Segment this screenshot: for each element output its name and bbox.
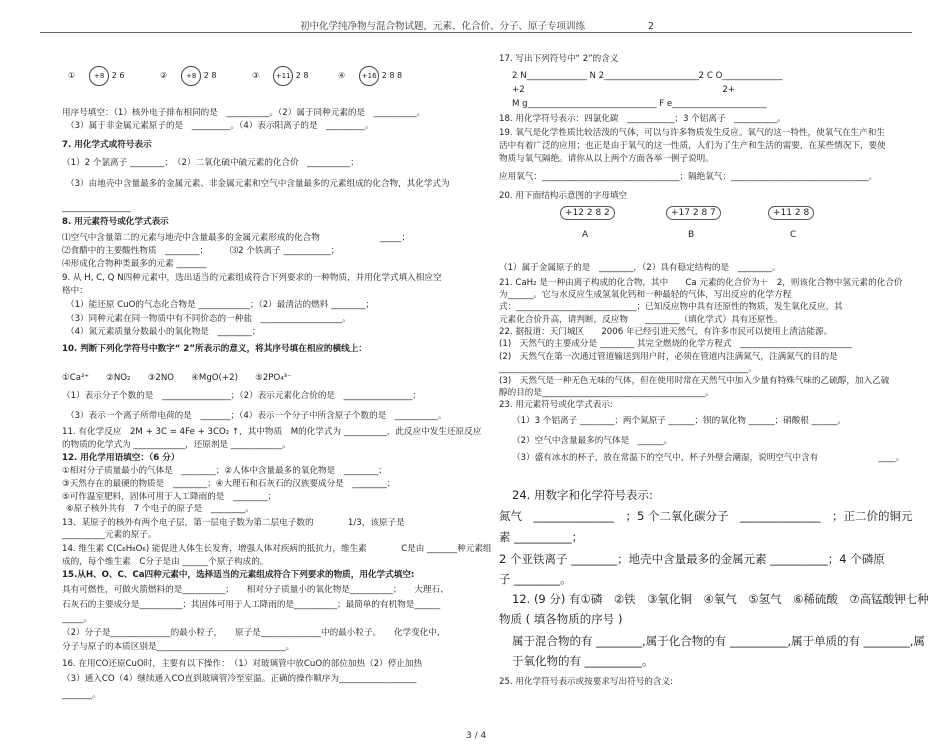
right-text-line: 2 N______________ N 2______________________2 C O______________ — [512, 71, 783, 81]
right-text-line: 23. 用元素符号或化学式表示: — [499, 400, 613, 410]
right-text-line: (3) 天然气是一种无色无味的气体，但在使用时常在天然气中加入少量有特殊气味的乙硫醇，加入乙硫 — [499, 376, 890, 386]
atom-number: ② — [160, 71, 168, 80]
left-text-line: 8. 用元素符号或化学式表示 — [62, 217, 169, 227]
right-large-text-line: 12. (9 分) 有①磷 ②铁 ③氧化铜 ④氧气 ⑤氢气 ⑥稀硫酸 ⑦高锰酸钾七种 — [512, 592, 929, 606]
left-text-line: ③天然存在的最硬的物质是 ________；④大理石和石灰石的汉族要成分是 ________； — [62, 479, 396, 489]
atom-shells: 2 8 — [201, 71, 217, 80]
right-text-line: （1）属于金属原子的是 ________，（2）具有稳定结构的是 ________。 — [499, 263, 781, 273]
left-text-line: 具有可燃性，可做火箭燃料的是__________； 相对分子质量小的氧化物是__________； 大理石、 — [62, 585, 449, 595]
right-text-line: 22. 据报道：天门城区 2006 年已经引进天然气，有许多市民可以使用上清洁能源。 — [499, 327, 833, 337]
right-large-text-line: 子 ________。 — [499, 572, 572, 586]
right-large-text-line: 2 个亚铁离子 ________；地壳中含量最多的金属元素 __________；4 个磷原 — [499, 552, 885, 566]
structure-label: A — [582, 230, 589, 240]
left-text-line: 石灰石的主要成分是__________；其固体可用于人工降雨的是__________；最简单的有机物是______ — [62, 600, 441, 610]
left-text-line: （1）能还原 CuO的气态化合物是 ____________；（2）最清洁的燃料 ________； — [66, 300, 375, 310]
atom-diagram — [338, 66, 402, 86]
left-text-line: ⑥原子核外共有 7 个电子的原子是 ________。 — [66, 504, 254, 514]
left-text-line: _______。 — [62, 690, 101, 700]
right-text-line: （3）盛有冰水的杯子，放在常温下的空气中，杯子外壁会潮湿，说明空气中含有 ____。 — [512, 453, 905, 463]
structure-diagram — [560, 206, 615, 240]
left-text-line: ⑴空气中含量第二的元素与地壳中含量最多的金属元素形成的化合物 _____； — [62, 233, 411, 243]
left-text-line: ①相对分子质量最小的气体是 ________；②人体中含量最多的氧化物是 ________； — [62, 466, 387, 476]
atom-diagram — [160, 66, 216, 86]
left-text-line: （1）2 个氯离子 ________； （2）二氧化硫中硫元素的化合价 __________； — [62, 158, 359, 168]
left-text-line: 9. 从 H, C, Q N四种元素中，选出适当的元素组成符合下列要求的一种物质，并用化学式填入相应空 — [62, 273, 442, 283]
atom-number: ④ — [338, 71, 346, 80]
header-divider — [40, 32, 912, 33]
right-large-text-line: 素 __________； — [499, 530, 584, 544]
right-large-text-line: 于氧化物的有 __________。 — [512, 654, 654, 668]
right-text-line: 17. 写出下列符号中“ 2”的含义 — [499, 54, 619, 64]
right-text-line: 醇的目的是______________________________________。 — [499, 388, 714, 398]
right-text-line: M g______________________________ F e______________________ — [512, 99, 767, 109]
structure-text: +11 2 8 — [768, 206, 814, 220]
right-text-line: 物质与氧气隔绝。请你从以上两个方面各举一例子说明。 — [499, 154, 714, 164]
left-text-line: 16. 在用CO还原CuO时，主要有以下操作： （1）对玻璃管中放CuO的部位加热（2）停止加热 — [62, 659, 423, 669]
right-text-line: (2) 天然气在第一次通过管道输送到用户时，必须在管道内注满氮气，注满氮气的目的是 — [499, 352, 838, 362]
atom-shells: 2 6 — [109, 71, 125, 80]
structure-diagram — [768, 206, 814, 240]
left-text-line: （1）表示分子个数的是 ________________；（2）表示元素化合价的是 ________________； — [62, 391, 421, 401]
left-text-line: 的物质的化学式为 ____________，还原剂是 ____________。 — [62, 440, 291, 450]
left-text-line: （3）通入CO（4）继续通入CO直到玻璃管冷至室温。正确的操作顺序为__________________ — [62, 674, 417, 684]
atom-shells: 2 8 8 — [379, 71, 403, 80]
left-text-line: 分子与原子的本质区别是______________________________。 — [62, 642, 295, 652]
atom-nucleus: +8 — [89, 66, 109, 86]
atom-number: ③ — [252, 71, 260, 80]
left-text-line: （3）同种元素在同一物质中有不同价态的一种盐 ___________________。 — [66, 314, 351, 324]
right-large-text-line: 物质 ( 填各物质的序号 ) — [499, 612, 623, 626]
left-text-line: （4）氮元素质量分数最小的氧化物是 ________； — [66, 327, 261, 337]
question-25-line: 25. 用化学符号表示或按要求写出符号的含义: — [499, 677, 673, 687]
structure-text: +17 2 8 7 — [666, 206, 721, 220]
structure-text: +12 2 8 2 — [560, 206, 615, 220]
left-text-line: 12. 用化学用语填空：（6 分） — [62, 453, 180, 463]
right-text-line: 应用氧气：________________________________；隔绝氧气：________________________________。 — [499, 172, 878, 182]
left-text-line: __________元素的原子。 — [62, 530, 157, 540]
right-text-line: 19. 氧气是化学性质比较活泼的气体，可以与许多物质发生反应。氧气的这一特性，使氧气在生产和生 — [499, 128, 885, 138]
structure-label: B — [688, 230, 695, 240]
right-text-line: 18. 用化学符号表示：四氯化碳 ___________；3 个铝离子 __________。 — [499, 114, 786, 124]
right-text-line: （2）空气中含量最多的气体是 ______。 — [512, 436, 673, 446]
page-header — [300, 18, 654, 32]
left-text-line: ①Ca²⁺ ②NO₂ ③2NO ④MgO(+2) ⑤2PO₄³⁻ — [62, 373, 292, 383]
right-text-line: 元素化合价升高，请判断，反应物 ________（填化学式）具有还原性。 — [499, 315, 783, 325]
right-large-text-line: 24. 用数字和化学符号表示: — [512, 488, 653, 502]
left-text-line: ⑵食醋中的主要酸性物质 ________； ⑶2 个铁离子 ___________； — [62, 246, 340, 256]
header-title: 初中化学纯净物与混合物试题，元素、化合价、分子、原子专项训练 — [300, 21, 586, 32]
left-text-line: 11. 有化学反应 2M + 3C = 4Fe + 3CO₂ ↑，其中物质 M的化学式为 __________，此反应中发生还原反应 — [62, 427, 482, 437]
page-footer: 3 / 4 — [466, 731, 487, 741]
right-text-line: 21. CaH₂ 是一种由离子构成的化合物，其中 Ca 元素的化合价为＋ 2，则该化合物中氢元素的化合价 — [499, 278, 903, 288]
left-text-line: 用序号填空：（1）核外电子排布相同的是 __________。（2）属于同种元素的是 __________。 — [62, 108, 426, 118]
left-text-line: _____。 — [62, 614, 93, 624]
right-text-line: +2 2+ — [512, 85, 735, 95]
left-text-line: 15.从H、O、C、Ca四种元素中，选择适当的元素组成符合下列要求的物质，用化学式填空: — [62, 570, 415, 580]
atom-nucleus: +11 — [273, 66, 293, 86]
left-text-line: 10. 判断下列化学符号中数字“ 2”所表示的意义，将其序号填在相应的横线上： — [62, 344, 367, 354]
atom-shells: 2 8 — [293, 71, 309, 80]
structure-diagram — [666, 206, 721, 240]
header-page-mark: 2 — [648, 21, 655, 32]
left-text-line: （3）表示一个离子所带电荷的是 _______；（4）表示一个分子中所含原子个数的是 __________。 — [66, 411, 447, 421]
left-text-line: 格中： — [62, 286, 88, 296]
structure-label: C — [790, 230, 797, 240]
atom-number: ① — [68, 71, 76, 80]
atom-nucleus: +16 — [359, 66, 379, 86]
atom-diagram — [68, 66, 124, 86]
left-text-line: 7. 用化学式或符号表示 — [62, 140, 152, 150]
left-text-line: 14. 维生素 C(C₆H₈O₆) 能促进人体生长发育，增强人体对疾病的抵抗力，维生素 C是由 _______种元素组 — [62, 544, 492, 554]
right-text-line: 为______。它与水反应生成氢氧化钙和一种最轻的气体，写出反应的化学方程 — [499, 290, 792, 300]
left-text-line: （2）分子是______________的最小粒子， 原子是______________中的最小粒子。 化学变化中, — [62, 628, 440, 638]
left-text-line: （3）属于非金属元素原子的是 _________。（4）表示阳离子的是 _________。 — [66, 121, 374, 131]
right-text-line: （1）3 个铝离子 ________；两个氮原子 ______；钡的氧化物 ______；硝酸根 ______。 — [512, 416, 846, 426]
left-text-line: （3）由地壳中含量最多的金属元素、非金属元素和空气中含量最多的元素组成的化合物，其化学式为 — [66, 179, 450, 189]
right-text-line: 活中有着广泛的应用；也正是由于氧气的这一性质，人们为了生产和生活的需要，在某些情况下，要使 — [499, 141, 886, 151]
left-text-line: 13、某原子的核外有两个电子层，第一层电子数为第二层电子数的 1/3，该原子是 — [62, 518, 405, 528]
atom-diagram — [252, 66, 308, 86]
right-large-text-line: 氮气 ______________ ；5 个二氧化碳分子 ______________ ；正二价的铜元 — [499, 509, 913, 523]
left-text-line: 成的，每个维生素 C分子是由 ______个原子构成的。 — [62, 557, 269, 567]
right-large-text-line: 属于混合物的有 ________,属于化合物的有 __________,属于单质的有 ________,属 — [512, 634, 925, 648]
left-text-line: ⑷形成化合物种类最多的元素 _______ — [62, 259, 207, 269]
right-text-line: 20. 用下面结构示意图的字母填空 — [499, 191, 628, 201]
left-text-line: ⑤可作温室肥料，固体可用于人工降雨的是 ________； — [62, 492, 276, 502]
right-text-line: __________________________________________________________。 — [499, 364, 757, 374]
right-text-line: 式：____________________________；已知反应物中具有还原性的物质，发生氧化反应，其 — [499, 302, 843, 312]
atom-nucleus: +8 — [181, 66, 201, 86]
right-text-line: (1) 天然气的主要成分是 ________ 其完全燃烧的化学方程式 __________________________ — [499, 339, 852, 349]
left-text-line: ________________ — [62, 203, 131, 213]
